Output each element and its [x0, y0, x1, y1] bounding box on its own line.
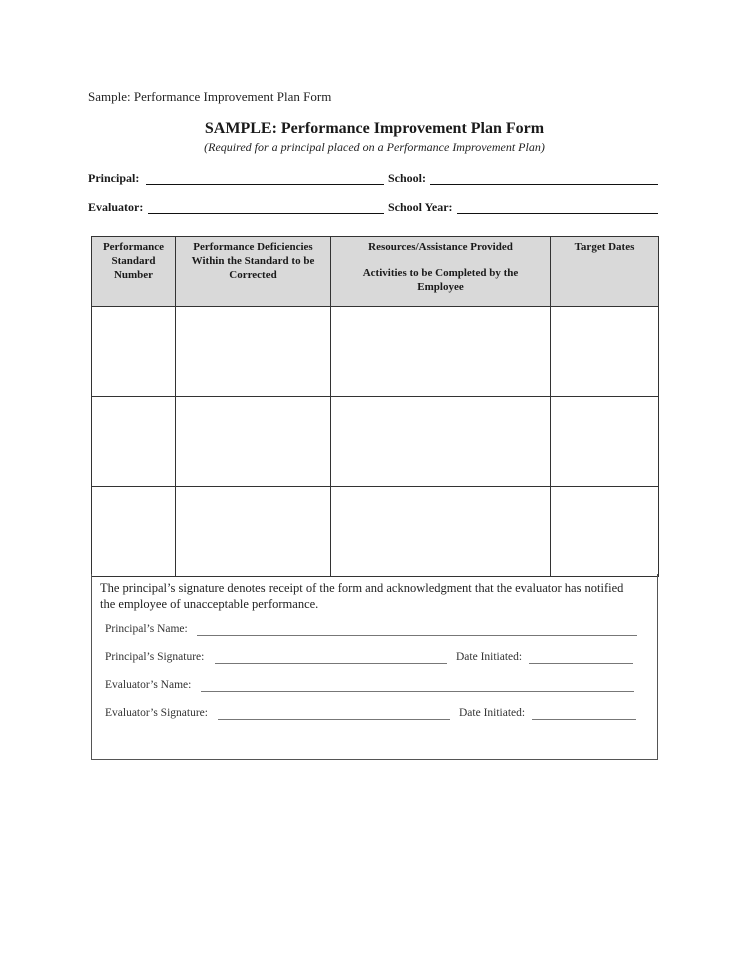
form-title: SAMPLE: Performance Improvement Plan Form — [204, 120, 545, 137]
evaluator-field[interactable] — [148, 213, 384, 214]
table-cell[interactable] — [92, 307, 176, 397]
table-cell[interactable] — [551, 397, 659, 487]
principal-name-field[interactable] — [197, 635, 637, 636]
table-cell[interactable] — [551, 307, 659, 397]
school-label: School: — [388, 171, 427, 185]
school-year-label: School Year: — [388, 200, 453, 214]
principal-field[interactable] — [146, 184, 384, 185]
table-cell[interactable] — [176, 397, 331, 487]
table-cell[interactable] — [176, 487, 331, 577]
date-initiated-field[interactable] — [529, 663, 633, 664]
header-standard-number: Performance Standard Number — [92, 237, 176, 307]
table-cell[interactable] — [331, 487, 551, 577]
school-field[interactable] — [430, 184, 658, 185]
date-initiated-label: Date Initiated: — [459, 707, 526, 719]
evaluator-name-label: Evaluator’s Name: — [105, 679, 192, 691]
table-cell[interactable] — [331, 307, 551, 397]
table-row — [92, 487, 659, 577]
principal-signature-field[interactable] — [215, 663, 447, 664]
evaluator-name-field[interactable] — [201, 691, 634, 692]
evaluator-label: Evaluator: — [88, 200, 144, 214]
evaluator-signature-label: Evaluator’s Signature: — [105, 707, 208, 719]
principal-name-label: Principal’s Name: — [105, 623, 188, 635]
school-year-field[interactable] — [457, 213, 658, 214]
table-row — [92, 307, 659, 397]
plan-table — [91, 236, 659, 577]
table-row — [92, 397, 659, 487]
principal-label: Principal: — [88, 171, 140, 185]
table-cell[interactable] — [92, 487, 176, 577]
acknowledgment-text: The principal’s signature denotes receipt of the form and acknowledgment that the evaluator has notified the employee of unacceptable performance. — [100, 581, 624, 611]
evaluator-signature-field[interactable] — [218, 719, 450, 720]
table-header-row — [92, 237, 659, 307]
table-cell[interactable] — [92, 397, 176, 487]
form-subtitle: (Required for a principal placed on a Performance Improvement Plan) — [204, 140, 545, 154]
header-target-dates: Target Dates — [551, 237, 659, 307]
date-initiated-field[interactable] — [532, 719, 636, 720]
header-resources-activities: Resources/Assistance Provided Activities to be Completed by the Employee — [331, 237, 551, 307]
table-cell[interactable] — [331, 397, 551, 487]
header-deficiencies: Performance Deficiencies Within the Standard to be Corrected — [176, 237, 331, 307]
date-initiated-label: Date Initiated: — [456, 651, 523, 663]
table-cell[interactable] — [176, 307, 331, 397]
header-note: Sample: Performance Improvement Plan Form — [88, 89, 332, 104]
table-cell[interactable] — [551, 487, 659, 577]
principal-signature-label: Principal’s Signature: — [105, 651, 205, 663]
